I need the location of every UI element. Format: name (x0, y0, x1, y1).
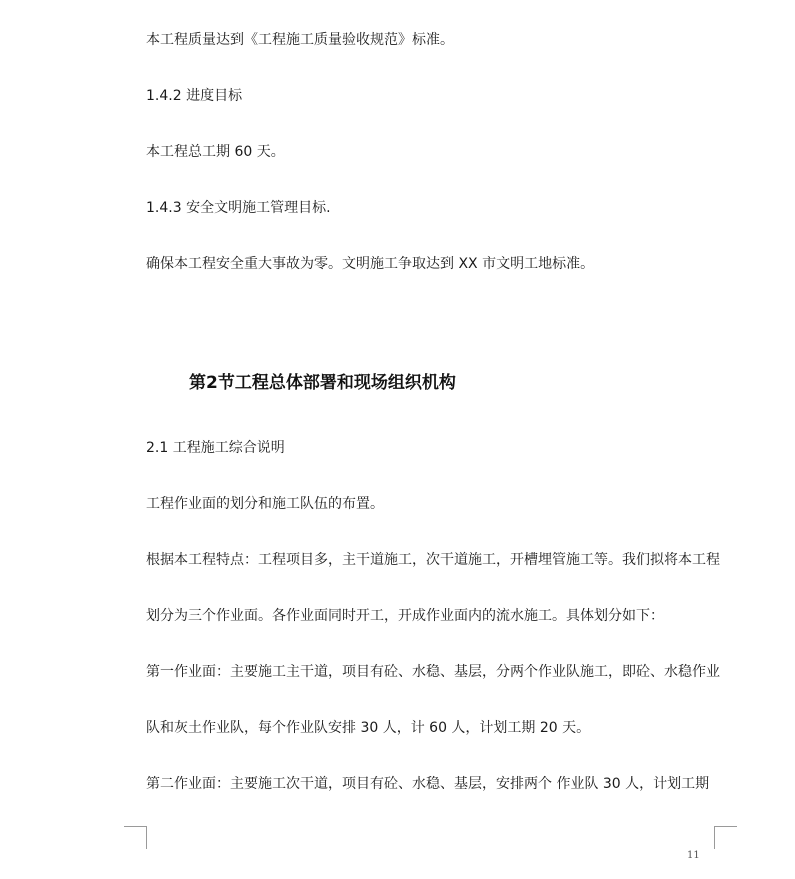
paragraph-three-work-faces: 划分为三个作业面。各作业面同时开工，开成作业面内的流水施工。具体划分如下： (146, 608, 664, 624)
paragraph-safety-target: 确保本工程安全重大事故为零。文明施工争取达到 XX 市文明工地标准。 (146, 256, 595, 272)
paragraph-project-characteristics: 根据本工程特点：工程项目多，主干道施工，次干道施工，开槽埋管施工等。我们拟将本工程 (146, 552, 720, 568)
paragraph-work-face-division: 工程作业面的划分和施工队伍的布置。 (146, 496, 384, 512)
paragraph-first-work-face: 第一作业面：主要施工主干道，项目有砼、水稳、基层，分两个作业队施工，即砼、水稳作业 (146, 664, 720, 680)
subheading-safety-goal: 1.4.3 安全文明施工管理目标. (146, 200, 331, 216)
crop-mark-left (124, 826, 147, 849)
crop-mark-right (714, 826, 737, 849)
paragraph-total-duration: 本工程总工期 60 天。 (146, 144, 285, 160)
paragraph-first-work-face-continued: 队和灰土作业队，每个作业队安排 30 人，计 60 人，计划工期 20 天。 (146, 720, 591, 736)
page-number: 11 (687, 850, 700, 861)
section-heading: 第2节工程总体部署和现场组织机构 (189, 373, 456, 393)
paragraph-second-work-face: 第二作业面：主要施工次干道，项目有砼、水稳、基层，安排两个 作业队 30 人，计划工期 (146, 776, 710, 792)
subheading-schedule-goal: 1.4.2 进度目标 (146, 88, 243, 104)
subheading-construction-overview: 2.1 工程施工综合说明 (146, 440, 285, 456)
paragraph-quality-standard: 本工程质量达到《工程施工质量验收规范》标准。 (146, 32, 454, 48)
